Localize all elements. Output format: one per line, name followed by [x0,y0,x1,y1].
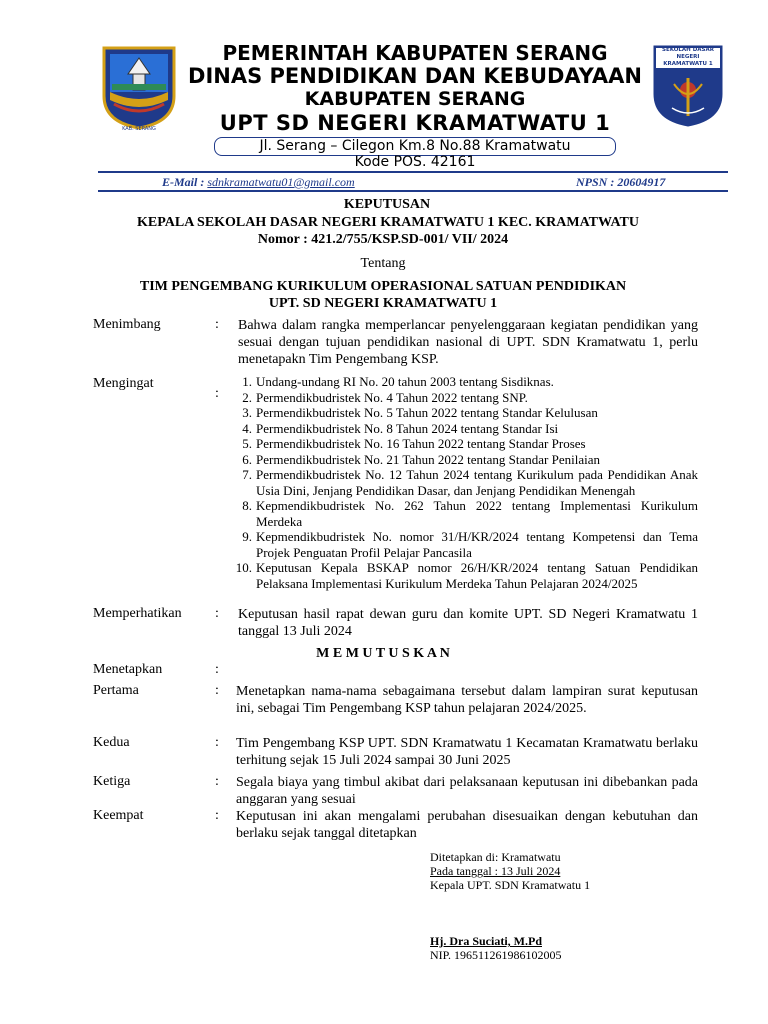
mengingat-colon: : [215,386,219,401]
list-item: 10. Keputusan Kepala BSKAP nomor 26/H/KR/2024 tentang Satuan Pendidikan Pelaksana Implementasi Kurikulum Merdeka Tahun Pelajaran 2024/2025 [235,560,698,591]
pertama-label: Pertama [93,683,139,698]
menetapkan-label: Menetapkan [93,662,163,677]
doc-issuer: KEPALA SEKOLAH DASAR NEGERI KRAMATWATU 1 KEC. KRAMATWATU [137,215,639,230]
kabupaten-logo [100,44,178,130]
ketiga-colon: : [215,774,219,789]
doc-number: Nomor : 421.2/755/KSP.SD-001/ VII/ 2024 [257,232,509,247]
keempat-text: Keputusan ini akan mengalami perubahan disesuaikan dengan kebutuhan dan berlaku sejak tanggal ditetapkan [236,809,698,841]
signature-name: Hj. Dra Suciati, M.Pd [430,934,542,948]
kedua-colon: : [215,735,219,750]
mengingat-label: Mengingat [93,376,154,391]
doc-subject-2: UPT. SD NEGERI KRAMATWATU 1 [268,296,498,311]
ketiga-label: Ketiga [93,774,131,789]
list-item: 4. Permendikbudristek No. 8 Tahun 2024 tentang Standar Isi [242,420,559,436]
doc-type: KEPUTUSAN [343,197,431,212]
signature-position: Kepala UPT. SDN Kramatwatu 1 [430,878,591,892]
menimbang-colon: : [215,317,219,332]
mengingat-list [232,374,698,591]
npsn: NPSN : 20604917 [576,175,666,189]
menimbang-text: Bahwa dalam rangka memperlancar penyelenggaraan kegiatan pendidikan yang sesuai dengan tujuan pendidikan nasional di UPT. SDN Kramatwatu 1, perlu menetapakn Tim Pengembang KSP. [238,318,698,367]
signature-date: Pada tanggal : 13 Juli 2024 [430,864,561,878]
email-row [162,175,355,190]
keempat-label: Keempat [93,808,144,823]
memperhatikan-colon: : [215,606,219,621]
list-item: 7. Permendikbudristek No. 12 Tahun 2024 tentang Kurikulum pada Pendidikan Anak Usia Dini, Jenjang Pendidikan Dasar, dan Jenjang Pendidikan Menengah [242,467,698,498]
list-item: 1. Undang-undang RI No. 20 tahun 2003 tentang Sisdiknas. [242,374,554,389]
school-logo-caption: SEKOLAH DASAR NEGERI KRAMATWATU 1 [662,47,714,67]
header-department: DINAS PENDIDIKAN DAN KEBUDAYAAN [188,64,642,88]
header-rule-top [98,171,728,173]
list-item: 9. Kepmendikbudristek No. nomor 31/H/KR/2024 tentang Kompetensi dan Tema Projek Penguatan Profil Pelajar Pancasila [242,529,698,560]
list-item: 8. Kepmendikbudristek No. 262 Tahun 2022 tentang Implementasi Kurikulum Merdeka [242,498,698,529]
list-item: 6. Permendikbudristek No. 21 Tahun 2022 tentang Standar Penilaian [242,451,601,467]
address-line: Jl. Serang – Cilegon Km.8 No.88 Kramatwatu [259,138,571,154]
memperhatikan-text: Keputusan hasil rapat dewan guru dan komite UPT. SD Negeri Kramatwatu 1 tanggal 13 Juli 2024 [238,607,698,639]
email-label: E-Mail : [162,175,205,189]
memperhatikan-label: Memperhatikan [93,606,182,621]
kedua-text: Tim Pengembang KSP UPT. SDN Kramatwatu 1 Kecamatan Kramatwatu berlaku terhitung sejak 15 Juli 2024 sampai 30 Juni 2025 [236,736,698,768]
kedua-label: Kedua [93,735,130,750]
postal-code: Kode POS. 42161 [354,154,476,170]
signature-nip: NIP. 196511261986102005 [430,948,562,962]
doc-subject-1: TIM PENGEMBANG KURIKULUM OPERASIONAL SATUAN PENDIDIKAN [139,279,627,294]
email-link[interactable]: sdnkramatwatu01@gmail.com [207,175,355,189]
signature-place: Ditetapkan di: Kramatwatu [430,850,561,864]
doc-about: Tentang [360,256,406,271]
menimbang-label: Menimbang [93,317,161,332]
keempat-colon: : [215,808,219,823]
list-item: 3. Permendikbudristek No. 5 Tahun 2022 tentang Standar Kelulusan [242,405,598,420]
menetapkan-colon: : [215,662,219,677]
kabupaten-logo-caption: KAB. SERANG [122,126,156,132]
header-rule-bottom [98,190,728,192]
memutuskan-heading: M E M U T U S K A N [316,646,450,661]
ketiga-text: Segala biaya yang timbul akibat dari pelaksanaan keputusan ini dibebankan pada anggaran yang sesuai [236,775,698,807]
header-government: PEMERINTAH KABUPATEN SERANG [222,41,608,65]
header-school-name: UPT SD NEGERI KRAMATWATU 1 [219,111,611,135]
pertama-colon: : [215,683,219,698]
list-item: 5. Permendikbudristek No. 16 Tahun 2022 tentang Standar Proses [242,436,586,451]
list-item: 2. Permendikbudristek No. 4 Tahun 2022 tentang SNP. [242,389,528,405]
header-regency: KABUPATEN SERANG [304,88,526,110]
pertama-text: Menetapkan nama-nama sebagaimana tersebut dalam lampiran surat keputusan ini, sebagai Tim Pengembang KSP tahun pelajaran 2024/2025. [236,684,698,716]
